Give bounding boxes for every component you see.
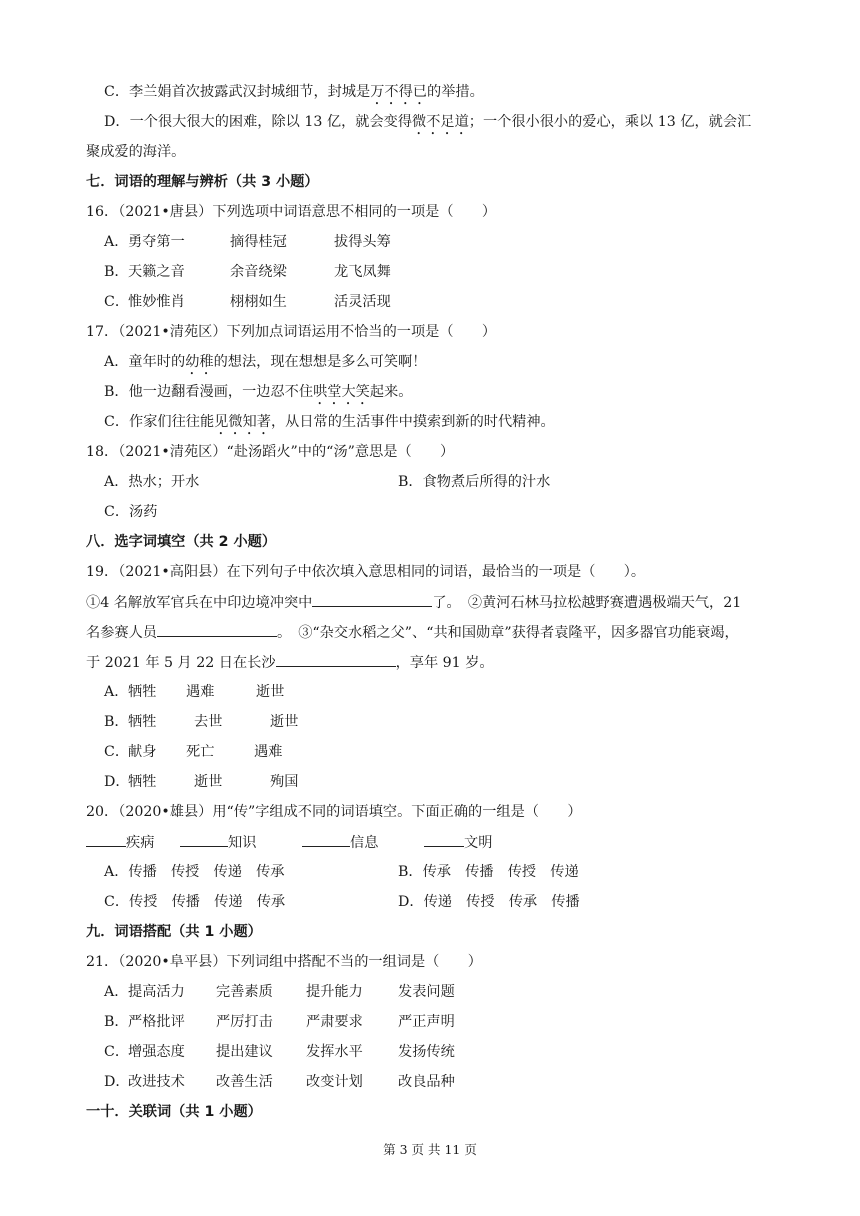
section-9-heading: 九．词语搭配（共 1 小题） bbox=[86, 924, 262, 940]
option-d-prev: D．一个很大很大的困难，除以 13 亿，就会变得微不足道；一个很小很小的爱心，乘以 13 亿，就会汇 bbox=[104, 114, 752, 130]
q21-option-c: C． 增强态度 提出建议 发挥水平 发扬传统 bbox=[104, 1044, 455, 1060]
q19-line-3: 于 2021 年 5 月 22 日在长沙 ，享年 91 岁。 bbox=[86, 652, 494, 672]
dotted-word: 见微知著 bbox=[214, 414, 271, 430]
q19-option-d: D． 牺牲 逝世 殉国 bbox=[104, 774, 299, 790]
option-d-prev-cont: 聚成爱的海洋。 bbox=[86, 144, 186, 160]
q19-option-c: C． 献身 死亡 遇难 bbox=[104, 744, 283, 760]
fill-blank bbox=[276, 652, 396, 667]
q16-option-b: B． 天籁之音 余音绕梁 龙飞凤舞 bbox=[104, 264, 391, 280]
fill-blank bbox=[157, 622, 277, 637]
fill-blank bbox=[180, 832, 228, 847]
q20-fill-line: 疾病 知识 信息 文明 bbox=[86, 832, 606, 852]
fill-blank bbox=[302, 832, 350, 847]
q20-option-d: D．传递 传授 传承 传播 bbox=[398, 894, 580, 910]
q18-option-c: C．汤药 bbox=[104, 504, 158, 520]
q20-option-a: A．传播 传授 传递 传承 bbox=[104, 864, 285, 880]
q20-option-c: C．传授 传播 传递 传承 bbox=[104, 894, 286, 910]
q17-option-b: B．他一边翻看漫画，一边忍不住哄堂大笑起来。 bbox=[104, 384, 413, 400]
section-7-heading: 七．词语的理解与辨析（共 3 小题） bbox=[86, 174, 319, 190]
q16-option-c: C． 惟妙惟肖 栩栩如生 活灵活现 bbox=[104, 294, 391, 310]
q19-line-1: ①4 名解放军官兵在中印边境冲突中 了。 ②黄河石林马拉松越野赛遭遇极端天气，21 bbox=[86, 592, 741, 612]
question-16: 16．（2021•唐县）下列选项中词语意思不相同的一项是（ ） bbox=[86, 204, 497, 220]
question-20: 20．（2020•雄县）用“传”字组成不同的词语填空。下面正确的一组是（ ） bbox=[86, 804, 582, 820]
question-18: 18．（2021•清苑区）“赴汤蹈火”中的“汤”意思是（ ） bbox=[86, 444, 455, 460]
q17-option-c: C．作家们往往能见微知著，从日常的生活事件中摸索到新的时代精神。 bbox=[104, 414, 555, 430]
q17-option-a: A．童年时的幼稚的想法，现在想想是多么可笑啊！ bbox=[104, 354, 427, 370]
q21-option-a: A． 提高活力 完善素质 提升能力 发表问题 bbox=[104, 984, 455, 1000]
q19-option-a: A． 牺牲 遇难 逝世 bbox=[104, 684, 285, 700]
question-19: 19．（2021•高阳县）在下列句子中依次填入意思相同的词语，最恰当的一项是（ ）。 bbox=[86, 564, 646, 580]
section-8-heading: 八．选字词填空（共 2 小题） bbox=[86, 534, 277, 550]
q20-option-b: B．传承 传播 传授 传递 bbox=[398, 864, 579, 880]
question-21: 21．（2020•阜平县）下列词组中搭配不当的一组词是（ ） bbox=[86, 954, 482, 970]
question-17: 17．（2021•清苑区）下列加点词语运用不恰当的一项是（ ） bbox=[86, 324, 497, 340]
fill-blank bbox=[424, 832, 464, 847]
dotted-word: 万不得已 bbox=[370, 84, 427, 100]
dotted-word: 微不足道 bbox=[412, 114, 469, 130]
q21-option-d: D． 改进技术 改善生活 改变计划 改良品种 bbox=[104, 1074, 455, 1090]
dotted-word: 幼稚 bbox=[185, 354, 214, 370]
section-10-heading: 一十．关联词（共 1 小题） bbox=[86, 1104, 262, 1120]
fill-blank bbox=[86, 832, 126, 847]
option-c-prev: C．李兰娟首次披露武汉封城细节，封城是万不得已的举措。 bbox=[104, 84, 484, 100]
q18-option-a: A．热水；开水 bbox=[104, 474, 200, 490]
dotted-word: 哄堂大笑 bbox=[313, 384, 370, 400]
q19-option-b: B． 牺牲 去世 逝世 bbox=[104, 714, 299, 730]
page-footer: 第 3 页 共 11 页 bbox=[383, 1142, 477, 1157]
q18-option-b: B．食物煮后所得的汁水 bbox=[398, 474, 551, 490]
q16-option-a: A． 勇夺第一 摘得桂冠 拔得头筹 bbox=[104, 234, 391, 250]
q21-option-b: B． 严格批评 严厉打击 严肃要求 严正声明 bbox=[104, 1014, 455, 1030]
fill-blank bbox=[312, 592, 432, 607]
q19-line-2: 名参赛人员 。 ③“杂交水稻之父”、“共和国勋章”获得者袁隆平，因多器官功能衰竭， bbox=[86, 622, 739, 642]
